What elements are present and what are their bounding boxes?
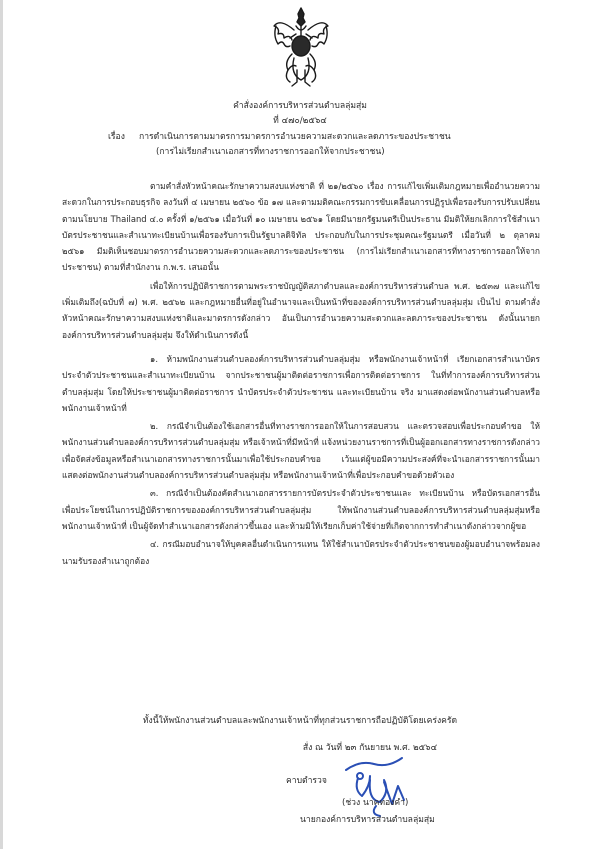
paragraph-purpose: เพื่อให้การปฏิบัติราชการตามพระราชบัญญัติสภาตำบลและองค์การบริหารส่วนตำบล พ.ศ. ๒๕๓๗ และแก้ไขเพิ่มเติมถึง(ฉบับที่ ๗) พ.ศ. ๒๕๖๒ และกฎหมายอื่นที่อยู่ในอำนาจและเป็นหน้าที่ขององค์การบริหารส่วนตำบลลุ่มสุ่ม เป็นไป ตามคำสั่งหัวหน้าคณะรักษาความสงบแห่งชาติและมาตรการดังกล่าว อันเป็นการอำนวยความสะดวกและลดภาระของประชาชน ดังนั้นนายกองค์การบริหารส่วนตำบลลุ่มสุ่ม จึงให้ดำเนินการดังนี้ [62, 280, 540, 340]
order-item-3: ๓. กรณีจำเป็นต้องคัดสำเนาเอกสารรายการบัตรประจำตัวประชาชนและ ทะเบียนบ้าน หรือบัตรเอกสารอื่น เพื่อประโยชน์ในการปฏิบัติราชการขององค์การบริหารส่วนตำบลลุ่มสุ่ม ให้พนักงานส่วนตำบลองค์การบริหารส่วนตำบลลุ่มสุ่มหรือพนักงานเจ้าหน้าที่ เป็นผู้จัดทำสำเนาเอกสารดังกล่าวขึ้นเอง และห้ามมิให้เรียกเก็บค่าใช้จ่ายที่เกิดจากการทำสำเนาดังกล่าวจากผู้ขอ [62, 488, 540, 531]
order-title: คำสั่งองค์การบริหารส่วนตำบลลุ่มสุ่ม [233, 101, 367, 111]
order-number: ที่ ๔๗๐/๒๕๖๔ [273, 116, 327, 126]
subject-label: เรื่อง [108, 132, 125, 142]
signer-name: (ช่วง นาคทองคำ) [342, 798, 409, 808]
signer-position: นายกองค์การบริหารส่วนตำบลลุ่มสุ่ม [300, 815, 435, 825]
checker-label: คาบตำรวจ [286, 776, 327, 786]
order-date: สั่ง ณ วันที่ ๒๓ กันยายน พ.ศ. ๒๕๖๔ [302, 743, 438, 753]
order-body [62, 178, 540, 569]
order-item-1: ๑. ห้ามพนักงานส่วนตำบลองค์การบริหารส่วนตำบลลุ่มสุ่ม หรือพนักงานเจ้าหน้าที่ เรียกเอกสารสำเนาบัตรประจำตัวประชาชนและสำเนาทะเบียนบ้าน จากประชาชนผู้มาติดต่อราชการเพื่อการติดต่อราชการ ในที่ทำการองค์การบริหารส่วนตำบลลุ่มสุ่ม โดยให้ประชาชนผู้มาติดต่อราชการ นำบัตรประจำตัวประชาชน และทะเบียนบ้าน จริง มาแสดงต่อพนักงานส่วนตำบลหรือพนักงานเจ้าหน้าที่ [62, 353, 540, 413]
paragraph-preamble: ตามคำสั่งหัวหน้าคณะรักษาความสงบแห่งชาติ ที่ ๒๑/๒๕๖๐ เรื่อง การแก้ไขเพิ่มเติมกฎหมายเพื่ออำนวยความสะดวกในการประกอบธุรกิจ ลงวันที่ ๔ เมษายน ๒๕๖๐ ข้อ ๑๗ และตามมติคณะกรรมการขับเคลื่อนการปฏิรูปเพื่อรองรับการปรับเปลี่ยนตามนโยบาย Thailand ๔.๐ ครั้งที่ ๑/๒๕๖๑ เมื่อวันที่ ๑๐ เมษายน ๒๕๖๑ โดยมีนายกรัฐมนตรีเป็นประธาน มีมติให้ยกเลิกการใช้สำเนาบัตรประชาชนและสำเนาทะเบียนบ้านเพื่อรองรับการเป็นรัฐบาลดิจิทัล ประกอบกับในการประชุมคณะรัฐมนตรี เมื่อวันที่ ๒ ตุลาคม ๒๕๖๑ มีมติเห็นชอบมาตรการอำนวยความสะดวกและลดภาระของประชาชน (การไม่เรียกสำเนาเอกสารที่ทางราชการออกให้จากประชาชน) ตามที่สำนักงาน ก.พ.ร. เสนอนั้น [62, 181, 540, 273]
closing-instruction: ทั้งนี้ให้พนักงานส่วนตำบลและพนักงานเจ้าหน้าที่ทุกส่วนราชการถือปฏิบัติโดยเคร่งครัด [142, 716, 458, 726]
order-item-2: ๒. กรณีจำเป็นต้องใช้เอกสารอื่นที่ทางราชการออกให้ในการสอบสวน และตรวจสอบเพื่อประกอบคำขอ ให้พนักงานส่วนตำบลองค์การบริหารส่วนตำบลลุ่มสุ่ม หรือเจ้าหน้าที่มีหน้าที่ แจ้งหน่วยงานราชการที่เป็นผู้ออกเอกสารทางราชการดังกล่าว เพื่อจัดส่งข้อมูลหรือสำเนาเอกสารทางราชการนั้นมาเพื่อใช้ประกอบคำขอ เว้นแต่ผู้ขอมีความประสงค์ที่จะนำเอกสารราชการนั้นมาแสดงต่อพนักงานส่วนตำบลองค์การบริหารส่วนตำบลลุ่มสุ่ม หรือพนักงานเจ้าหน้าที่เพื่อประกอบคำขอด้วยตัวเอง [62, 421, 540, 481]
subject-subtitle: (การไม่เรียกสำเนาเอกสารที่ทางราชการออกให้จากประชาชน) [156, 147, 385, 157]
subject-text: การดำเนินการตามมาตรการมาตรการอำนวยความสะดวกและลดภาระของประชาชน [139, 132, 451, 142]
garuda-emblem-icon [270, 4, 332, 90]
order-item-4: ๔. กรณีมอบอำนาจให้บุคคลอื่นดำเนินการแทน ให้ใช้สำเนาบัตรประจำตัวประชาชนของผู้มอบอำนาจพร้อมลงนามรับรองสำเนาถูกต้อง [62, 539, 540, 566]
